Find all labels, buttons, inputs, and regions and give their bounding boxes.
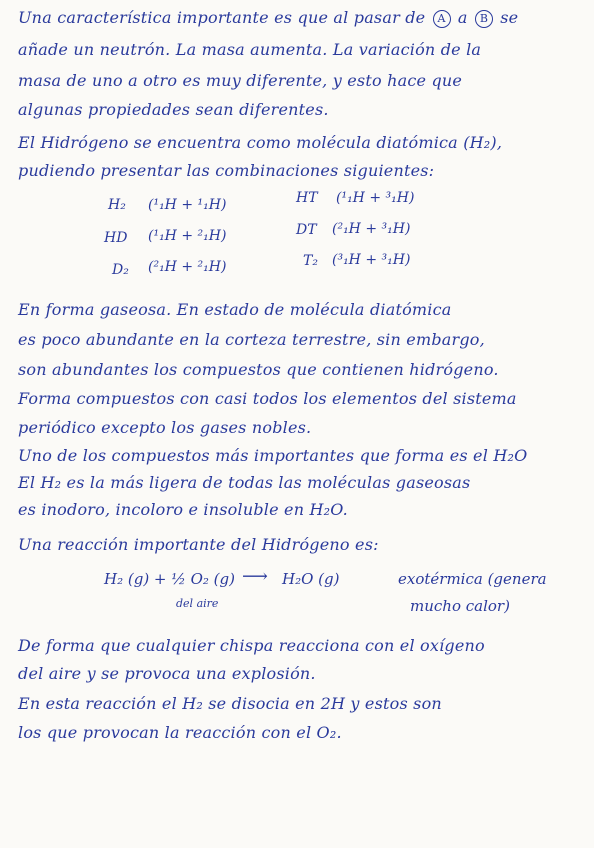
circled-letter-a: A: [433, 10, 451, 28]
text-line: El Hidrógeno se encuentra como molécula diatómica (H₂),: [18, 133, 503, 152]
text-line: es inodoro, incoloro e insoluble en H₂O.: [18, 500, 348, 519]
text-line: Una reacción importante del Hidrógeno es:: [18, 535, 379, 554]
text-line: del aire y se provoca una explosión.: [18, 664, 316, 683]
text-line: Uno de los compuestos más importantes que forma es el H₂O: [18, 446, 528, 465]
equation-note: mucho calor): [410, 597, 510, 615]
text-line: son abundantes los compuestos que contienen hidrógeno.: [18, 360, 499, 379]
text-line: periódico excepto los gases nobles.: [18, 418, 312, 437]
text-line: De forma que cualquier chispa reacciona con el oxígeno: [18, 636, 485, 655]
reaction-arrow: ⟶: [242, 566, 268, 587]
combo-t2: T₂: [303, 253, 318, 269]
combo-h2-formula: (¹₁H + ¹₁H): [148, 197, 227, 213]
equation-product: H₂O (g): [282, 570, 340, 588]
combo-hd-formula: (¹₁H + ²₁H): [148, 228, 227, 244]
text-line: es poco abundante en la corteza terrestre, sin embargo,: [18, 330, 485, 349]
combo-h2: H₂: [108, 197, 126, 213]
text-line: algunas propiedades sean diferentes.: [18, 100, 329, 119]
text-line: los que provocan la reacción con el O₂.: [18, 723, 342, 742]
combo-d2-formula: (²₁H + ²₁H): [148, 259, 227, 275]
circled-letter-b: B: [475, 10, 493, 28]
text-line: añade un neutrón. La masa aumenta. La variación de la: [18, 40, 482, 59]
equation-note: exotérmica (genera: [398, 570, 547, 588]
text-segment: se: [500, 8, 519, 27]
text-line: masa de uno a otro es muy diferente, y esto hace que: [18, 71, 463, 90]
text-line: En forma gaseosa. En estado de molécula diatómica: [18, 300, 452, 319]
text-line: pudiendo presentar las combinaciones siguientes:: [18, 161, 435, 180]
text-segment: a: [457, 8, 468, 27]
equation-reactants: H₂ (g) + ½ O₂ (g): [104, 570, 235, 588]
combo-ht-formula: (¹₁H + ³₁H): [336, 190, 415, 206]
text-segment: Una característica importante es que al pasar de: [18, 8, 426, 27]
text-line: [18, 8, 518, 28]
text-line: En esta reacción el H₂ se disocia en 2H y estos son: [18, 694, 442, 713]
combo-dt: DT: [296, 222, 317, 238]
combo-ht: HT: [296, 190, 318, 206]
combo-t2-formula: (³₁H + ³₁H): [332, 252, 411, 268]
text-line: El H₂ es la más ligera de todas las moléculas gaseosas: [18, 473, 471, 492]
combo-hd: HD: [104, 230, 128, 246]
combo-dt-formula: (²₁H + ³₁H): [332, 221, 411, 237]
text-line: Forma compuestos con casi todos los elementos del sistema: [18, 389, 517, 408]
equation-annotation: del aire: [176, 597, 219, 610]
combo-d2: D₂: [112, 262, 129, 278]
